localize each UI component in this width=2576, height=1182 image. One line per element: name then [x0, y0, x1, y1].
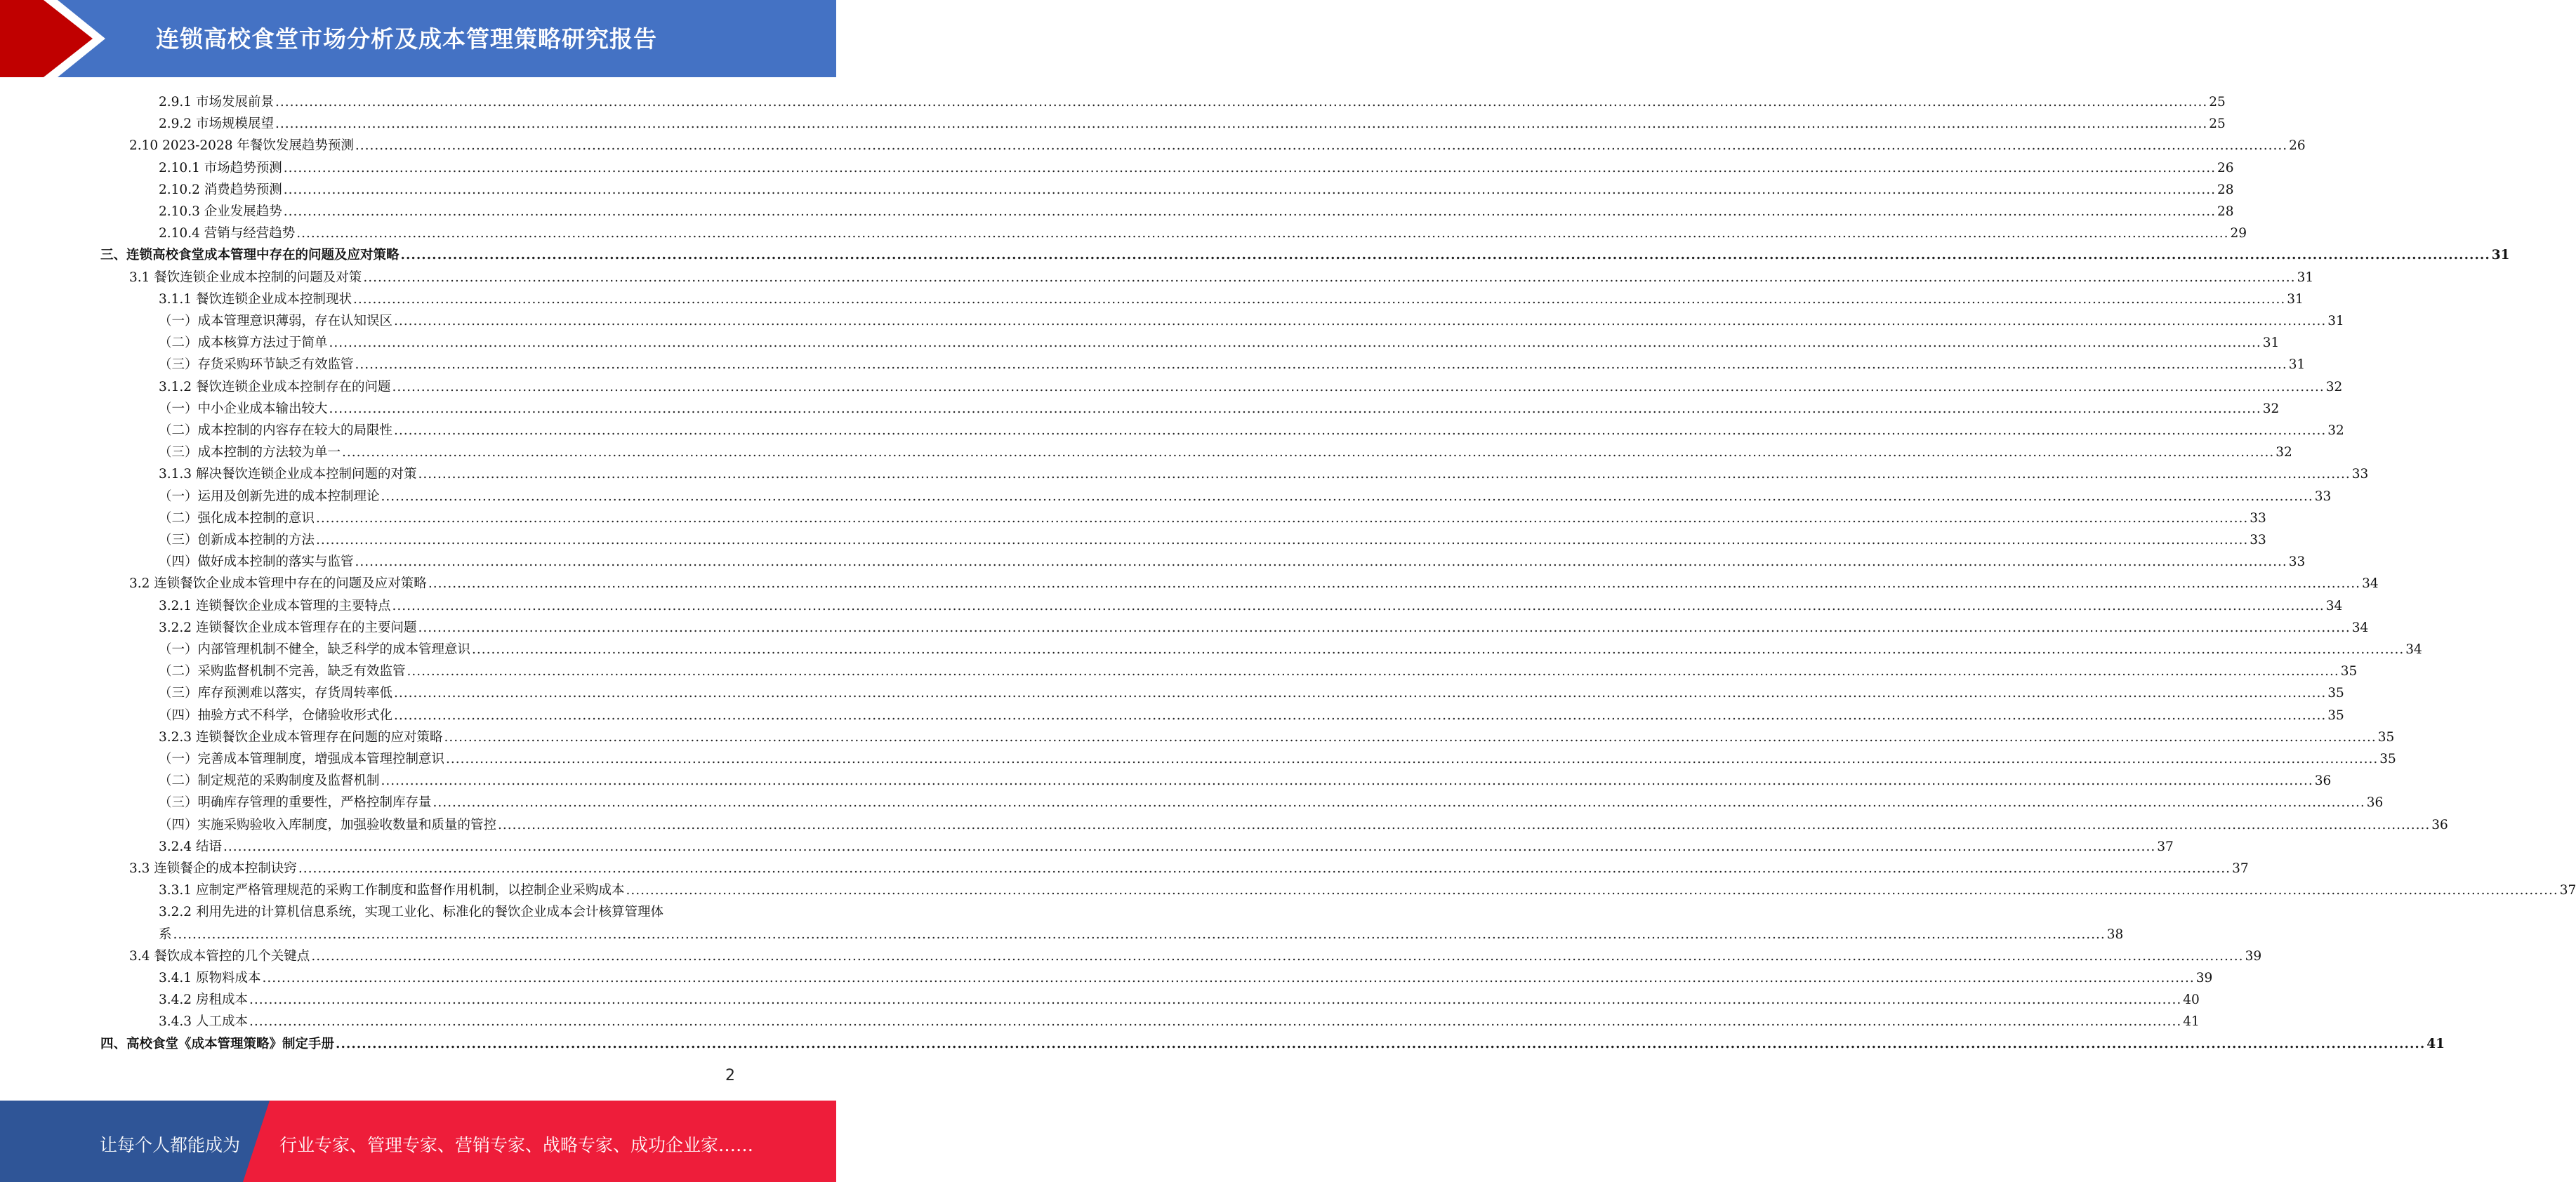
toc-entry-text: 3.4 餐饮成本管控的几个关键点 [129, 948, 310, 964]
toc-page-number: 35 [2379, 752, 2396, 766]
toc-page-number: 31 [2327, 314, 2344, 328]
toc-entry-text: 四、高校食堂《成本管理策略》制定手册 [100, 1036, 335, 1051]
toc-entry[interactable] [159, 680, 2344, 702]
toc-leader-dots: ................................................................................................................................................................................................................................................................................................................................................................................................................ [363, 270, 2296, 285]
toc-entry[interactable] [159, 89, 2226, 111]
toc-leader-dots: ................................................................................................................................................................................................................................................................................................................................................................................................................ [381, 489, 2313, 504]
toc-entry-text: （一）运用及创新先进的成本控制理论 [159, 489, 380, 504]
toc-page-number: 25 [2209, 95, 2226, 109]
toc-entry[interactable] [159, 461, 2369, 483]
toc-entry-text: （二）强化成本控制的意识 [159, 510, 315, 526]
toc-page-number: 26 [2289, 138, 2306, 154]
toc-leader-dots: ................................................................................................................................................................................................................................................................................................................................................................................................................ [262, 971, 2195, 985]
toc-leader-dots: ................................................................................................................................................................................................................................................................................................................................................................................................................ [355, 357, 2287, 373]
toc-entry[interactable] [159, 286, 2304, 308]
toc-page-number: 31 [2262, 336, 2280, 351]
toc-page-number: 32 [2276, 445, 2292, 460]
toc-leader-dots: ................................................................................................................................................................................................................................................................................................................................................................................................................ [400, 248, 2490, 263]
footer-slogan-right: 行业专家、管理专家、营销专家、战略专家、成功企业家…… [279, 1135, 754, 1155]
toc-page-number: 38 [2106, 927, 2124, 942]
toc-entry-text: （三）库存预测难以落实，存货周转率低 [159, 686, 393, 701]
toc-leader-dots: ................................................................................................................................................................................................................................................................................................................................................................................................................ [381, 773, 2313, 789]
toc-leader-dots: ................................................................................................................................................................................................................................................................................................................................................................................................................ [355, 555, 2287, 570]
toc-leader-dots: ................................................................................................................................................................................................................................................................................................................................................................................................................ [283, 182, 2216, 197]
toc-entry-text: 2.10.2 消费趋势预测 [159, 182, 282, 197]
toc-leader-dots: ................................................................................................................................................................................................................................................................................................................................................................................................................ [428, 576, 2361, 592]
toc-page-number: 34 [2325, 598, 2343, 613]
toc-entry[interactable] [100, 242, 2510, 264]
toc-entry-text: （一）内部管理机制不健全，缺乏科学的成本管理意识 [159, 642, 471, 657]
toc-page-number: 40 [2183, 992, 2200, 1008]
toc-entry[interactable] [129, 571, 2379, 592]
toc-entry[interactable] [159, 922, 2124, 943]
toc-entry[interactable] [159, 418, 2344, 439]
toc-entry[interactable] [159, 396, 2280, 418]
page-header [0, 0, 836, 77]
toc-entry-text: 3.2.4 结语 [159, 839, 222, 854]
toc-entry-text: （二）成本核算方法过于简单 [159, 336, 328, 351]
toc-entry[interactable] [159, 658, 2358, 680]
toc-entry-text: 3.1.2 餐饮连锁企业成本控制存在的问题 [159, 379, 391, 394]
toc-entry-text: 三、连锁高校食堂成本管理中存在的问题及应对策略 [100, 248, 399, 263]
toc-leader-dots: ................................................................................................................................................................................................................................................................................................................................................................................................................ [336, 1036, 2426, 1051]
toc-leader-dots: ................................................................................................................................................................................................................................................................................................................................................................................................................ [342, 445, 2275, 460]
toc-entry-text: 3.2.2 利用先进的计算机信息系统，实现工业化、标准化的餐饮企业成本会计核算管理体 [159, 905, 663, 920]
toc-page-number: 34 [2405, 642, 2422, 657]
toc-entry[interactable] [159, 724, 2395, 746]
toc-entry[interactable] [159, 987, 2200, 1009]
toc-page-number: 26 [2217, 160, 2234, 175]
toc-page-number: 36 [2431, 817, 2448, 832]
page-number: 2 [725, 1067, 735, 1084]
toc-entry[interactable] [129, 943, 2262, 965]
toc-entry-text: 2.9.2 市场规模展望 [159, 117, 274, 132]
toc-page-number: 34 [2362, 576, 2379, 592]
toc-entry-text: 2.10.3 企业发展趋势 [159, 204, 282, 219]
toc-entry-text: 3.4.3 人工成本 [159, 1014, 248, 1030]
toc-leader-dots: ................................................................................................................................................................................................................................................................................................................................................................................................................ [394, 423, 2327, 438]
toc-page-number: 37 [2232, 861, 2249, 876]
toc-page-number: 37 [2157, 839, 2174, 854]
toc-entry-text: （二）制定规范的采购制度及监督机制 [159, 773, 380, 789]
toc-entry-text: （四）抽验方式不科学，仓储验收形式化 [159, 708, 393, 723]
toc-leader-dots: ................................................................................................................................................................................................................................................................................................................................................................................................................ [418, 620, 2351, 635]
toc-leader-dots: ................................................................................................................................................................................................................................................................................................................................................................................................................ [298, 861, 2231, 876]
toc-leader-dots: ................................................................................................................................................................................................................................................................................................................................................................................................................ [296, 226, 2229, 241]
toc-leader-dots: ................................................................................................................................................................................................................................................................................................................................................................................................................ [394, 708, 2327, 723]
toc-leader-dots: ................................................................................................................................................................................................................................................................................................................................................................................................................ [329, 401, 2261, 416]
toc-page-number: 33 [2314, 489, 2332, 504]
toc-entry-text: 2.10.4 营销与经营趋势 [159, 226, 296, 241]
toc-entry[interactable] [159, 352, 2306, 373]
toc-entry[interactable] [159, 637, 2422, 658]
toc-page-number: 32 [2327, 423, 2344, 438]
toc-entry[interactable] [159, 549, 2306, 571]
toc-page-number: 33 [2250, 510, 2266, 526]
toc-entry[interactable] [159, 768, 2332, 790]
toc-entry[interactable] [159, 615, 2369, 637]
toc-page-number: 28 [2217, 182, 2234, 197]
toc-page-number: 32 [2262, 401, 2280, 416]
toc-entry-text: （一）成本管理意识薄弱，存在认知误区 [159, 314, 393, 328]
toc-entry-text: 3.3 连锁餐企的成本控制诀窍 [129, 861, 297, 876]
toc-leader-dots: ................................................................................................................................................................................................................................................................................................................................................................................................................ [316, 533, 2249, 547]
page-footer [0, 1101, 836, 1182]
toc-leader-dots: ................................................................................................................................................................................................................................................................................................................................................................................................................ [311, 948, 2244, 964]
toc-entry-text: （四）实施采购验收入库制度，加强验收数量和质量的管控 [159, 817, 497, 832]
toc-leader-dots: ................................................................................................................................................................................................................................................................................................................................................................................................................ [498, 817, 2431, 832]
toc-entry[interactable] [159, 199, 2234, 220]
toc-entry[interactable] [129, 856, 2249, 877]
toc-leader-dots: ................................................................................................................................................................................................................................................................................................................................................................................................................ [394, 686, 2327, 701]
toc-page-number: 34 [2351, 620, 2369, 635]
toc-leader-dots: ................................................................................................................................................................................................................................................................................................................................................................................................................ [407, 664, 2339, 679]
toc-entry[interactable] [159, 877, 2576, 899]
toc-leader-dots: ................................................................................................................................................................................................................................................................................................................................................................................................................ [249, 992, 2182, 1008]
toc-page-number: 39 [2245, 948, 2262, 964]
toc-entry[interactable] [159, 834, 2174, 856]
toc-entry[interactable] [159, 812, 2448, 834]
toc-leader-dots: ................................................................................................................................................................................................................................................................................................................................................................................................................ [418, 467, 2351, 482]
toc-entry-text: （一）完善成本管理制度，增强成本管理控制意识 [159, 752, 445, 766]
toc-entry[interactable] [159, 484, 2332, 505]
toc-entry[interactable] [100, 1031, 2445, 1053]
toc-entry[interactable] [159, 505, 2266, 527]
toc-page-number: 33 [2288, 555, 2306, 570]
toc-page-number: 29 [2230, 226, 2247, 241]
toc-page-number: 35 [2377, 729, 2395, 745]
toc-page-number: 35 [2340, 664, 2358, 679]
toc-page-number: 28 [2217, 204, 2234, 219]
toc-leader-dots: ................................................................................................................................................................................................................................................................................................................................................................................................................ [249, 1014, 2182, 1030]
toc-page-number: 37 [2559, 883, 2576, 898]
toc-leader-dots: ................................................................................................................................................................................................................................................................................................................................................................................................................ [394, 314, 2327, 328]
toc-leader-dots: ................................................................................................................................................................................................................................................................................................................................................................................................................ [316, 510, 2249, 526]
toc-page-number: 36 [2366, 795, 2384, 811]
toc-entry[interactable] [159, 308, 2344, 330]
toc-entry[interactable] [159, 965, 2213, 987]
toc-entry[interactable] [159, 703, 2344, 724]
toc-entry[interactable] [159, 593, 2343, 615]
toc-leader-dots: ................................................................................................................................................................................................................................................................................................................................................................................................................ [275, 117, 2208, 132]
toc-entry-text: （三）明确库存管理的重要性，严格控制库存量 [159, 795, 432, 811]
toc-entry-text: 系 [159, 927, 172, 942]
toc-entry-text: （三）创新成本控制的方法 [159, 533, 315, 547]
toc-page-number: 35 [2327, 708, 2344, 723]
toc-page-number: 31 [2297, 270, 2314, 285]
toc-entry-text: （二）采购监督机制不完善，缺乏有效监管 [159, 664, 406, 679]
toc-entry-text: 3.2.1 连锁餐饮企业成本管理的主要特点 [159, 598, 391, 613]
toc-page-number: 39 [2195, 971, 2213, 985]
toc-page-number: 31 [2288, 357, 2306, 373]
toc-entry-text: 3.4.1 原物料成本 [159, 971, 261, 985]
toc-leader-dots: ................................................................................................................................................................................................................................................................................................................................................................................................................ [392, 598, 2325, 613]
toc-entry-text: 2.10 2023-2028 年餐饮发展趋势预测 [129, 138, 354, 154]
toc-leader-dots: ................................................................................................................................................................................................................................................................................................................................................................................................................ [446, 752, 2379, 766]
toc-entry[interactable] [129, 265, 2314, 286]
toc-leader-dots: ................................................................................................................................................................................................................................................................................................................................................................................................................ [283, 204, 2216, 219]
toc-leader-dots: ................................................................................................................................................................................................................................................................................................................................................................................................................ [355, 138, 2288, 154]
toc-page-number: 41 [2183, 1014, 2200, 1030]
toc-leader-dots: ................................................................................................................................................................................................................................................................................................................................................................................................................ [283, 160, 2216, 175]
toc-leader-dots: ................................................................................................................................................................................................................................................................................................................................................................................................................ [173, 927, 2106, 942]
toc-leader-dots: ................................................................................................................................................................................................................................................................................................................................................................................................................ [352, 291, 2286, 307]
toc-entry[interactable] [159, 111, 2226, 133]
toc-page-number: 31 [2287, 291, 2304, 307]
toc-entry-text: （一）中小企业成本输出较大 [159, 401, 328, 416]
toc-page-number: 25 [2209, 117, 2226, 132]
toc-entry[interactable] [159, 155, 2234, 177]
toc-entry-text: 3.4.2 房租成本 [159, 992, 248, 1008]
toc-page-number: 41 [2426, 1036, 2445, 1051]
toc-entry-text: 3.2.2 连锁餐饮企业成本管理存在的主要问题 [159, 620, 417, 635]
toc-page-number: 36 [2314, 773, 2332, 789]
toc-leader-dots: ................................................................................................................................................................................................................................................................................................................................................................................................................ [444, 729, 2377, 745]
toc-entry-text: （二）成本控制的内容存在较大的局限性 [159, 423, 393, 438]
toc-page-number: 32 [2325, 379, 2343, 394]
toc-entry-text: 3.1.3 解决餐饮连锁企业成本控制问题的对策 [159, 467, 417, 482]
report-title: 连锁高校食堂市场分析及成本管理策略研究报告 [156, 25, 657, 53]
toc-entry[interactable] [159, 220, 2247, 242]
toc-entry-text: 2.9.1 市场发展前景 [159, 95, 274, 109]
toc-leader-dots: ................................................................................................................................................................................................................................................................................................................................................................................................................ [472, 642, 2405, 657]
toc-leader-dots: ................................................................................................................................................................................................................................................................................................................................................................................................................ [392, 379, 2325, 394]
toc-entry-text: 3.3.1 应制定严格管理规范的采购工作制度和监督作用机制，以控制企业采购成本 [159, 883, 625, 898]
toc-page-number: 33 [2351, 467, 2369, 482]
toc-entry-text: 2.10.1 市场趋势预测 [159, 160, 282, 175]
toc-leader-dots: ................................................................................................................................................................................................................................................................................................................................................................................................................ [626, 883, 2558, 898]
toc-entry[interactable] [159, 439, 2292, 461]
toc-leader-dots: ................................................................................................................................................................................................................................................................................................................................................................................................................ [329, 336, 2261, 351]
footer-slogan-left: 让每个人都能成为 [100, 1135, 241, 1155]
toc-entry-text: 3.2 连锁餐饮企业成本管理中存在的问题及应对策略 [129, 576, 427, 592]
toc-entry[interactable] [159, 374, 2343, 396]
toc-entry[interactable] [159, 330, 2280, 352]
toc-entry[interactable] [159, 746, 2396, 768]
toc-entry-text: 3.1.1 餐饮连锁企业成本控制现状 [159, 291, 352, 307]
toc-entry[interactable] [159, 1009, 2200, 1030]
toc-leader-dots: ................................................................................................................................................................................................................................................................................................................................................................................................................ [432, 795, 2365, 811]
toc-entry[interactable] [129, 133, 2306, 154]
toc-entry-text: 3.1 餐饮连锁企业成本控制的问题及对策 [129, 270, 362, 285]
toc-page-number: 35 [2327, 686, 2344, 701]
toc-entry[interactable] [159, 527, 2266, 549]
toc-entry[interactable] [159, 790, 2384, 811]
toc-page-number: 33 [2250, 533, 2266, 547]
toc-leader-dots: ................................................................................................................................................................................................................................................................................................................................................................................................................ [223, 839, 2156, 854]
toc-entry-text: （四）做好成本控制的落实与监管 [159, 555, 354, 570]
toc-leader-dots: ................................................................................................................................................................................................................................................................................................................................................................................................................ [275, 95, 2208, 109]
red-chevron-icon [0, 0, 112, 77]
toc-page-number: 31 [2491, 248, 2510, 263]
toc-entry-text: （三）存货采购环节缺乏有效监管 [159, 357, 354, 373]
toc-entry-text: 3.2.3 连锁餐饮企业成本管理存在问题的应对策略 [159, 729, 443, 745]
toc-entry[interactable] [159, 177, 2234, 199]
toc-entry-text: （三）成本控制的方法较为单一 [159, 445, 341, 460]
toc-entry-wrapped-line [159, 899, 734, 921]
